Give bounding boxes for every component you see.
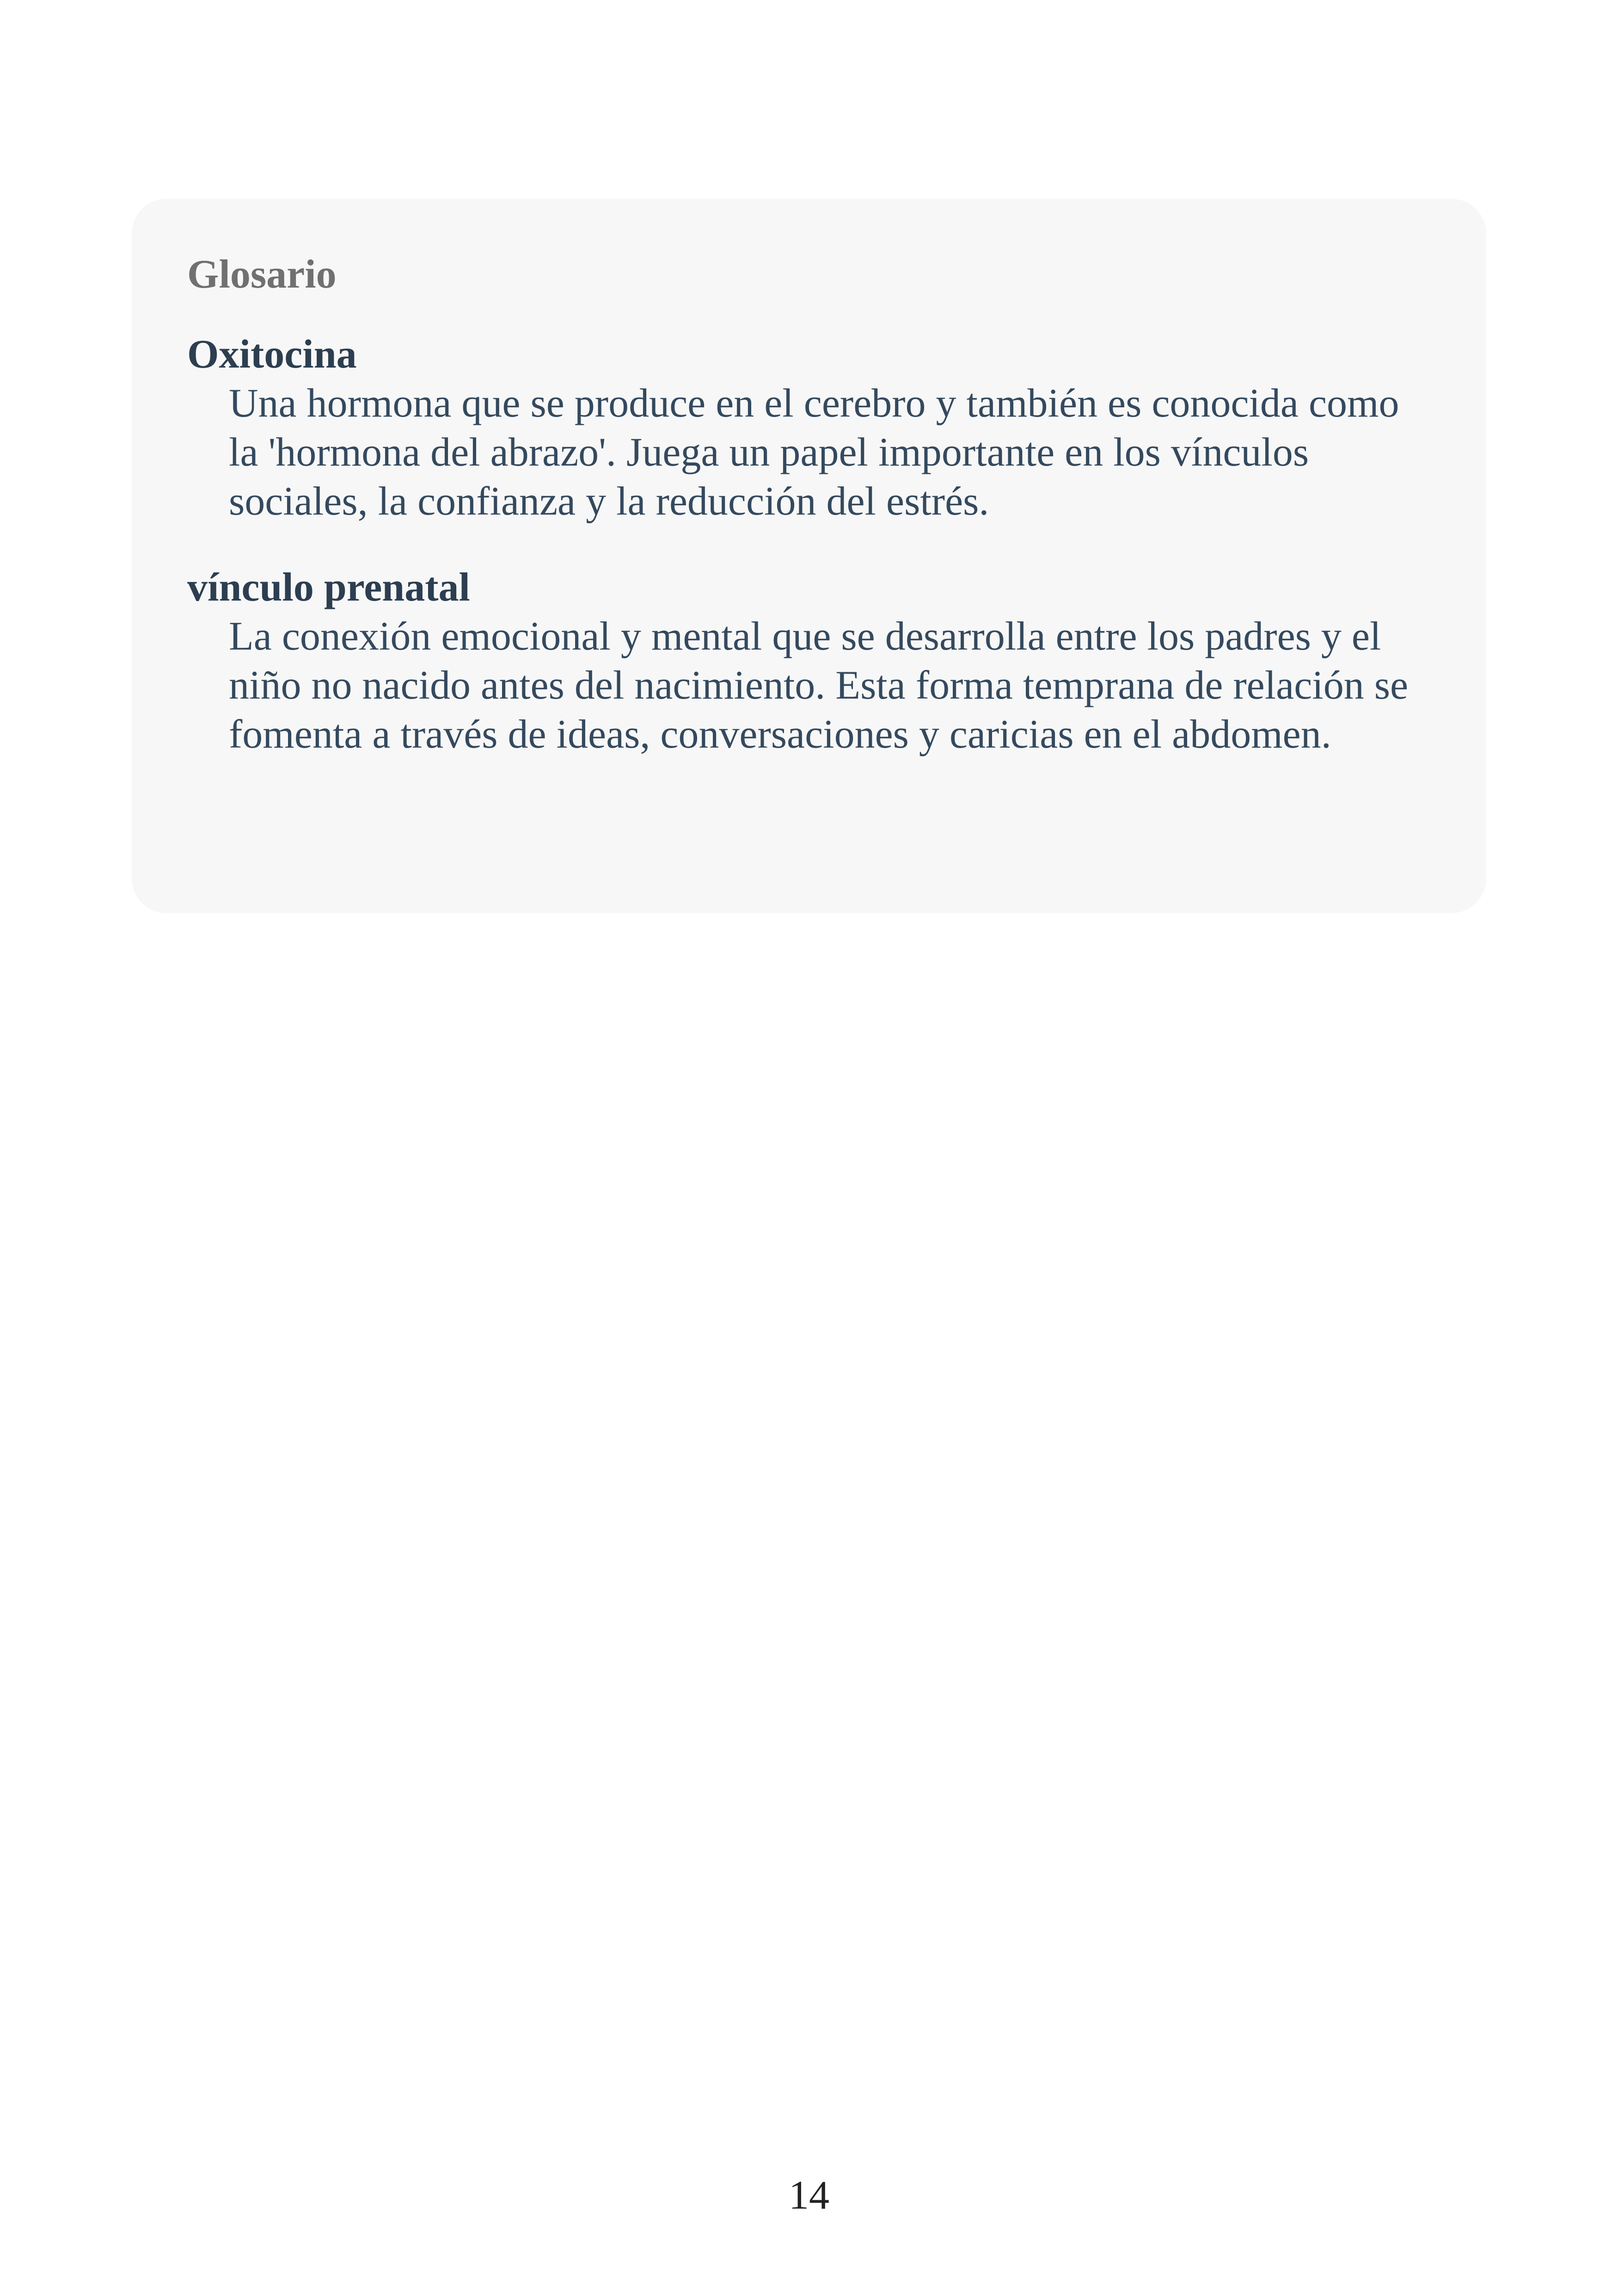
glossary-box [132,199,1486,913]
glossary-list [187,330,1431,759]
glossary-term-oxitocina: Oxitocina [187,332,357,377]
page-number: 14 [789,2173,829,2218]
glossary-definition-vinculo-prenatal: La conexión emocional y mental que se desarrolla entre los padres y el niño no nacido antes del nacimiento. Esta forma temprana de relación se fomenta a través de ideas, conversaciones y caricias en el abdomen. [229,614,1409,757]
glossary-definition-oxitocina: Una hormona que se produce en el cerebro y también es conocida como la 'hormona del abrazo'. Juega un papel importante en los vínculos sociales, la confianza y la reducción del estrés. [229,381,1399,524]
glossary-term-vinculo-prenatal: vínculo prenatal [187,565,471,610]
glossary-title: Glosario [187,252,337,297]
